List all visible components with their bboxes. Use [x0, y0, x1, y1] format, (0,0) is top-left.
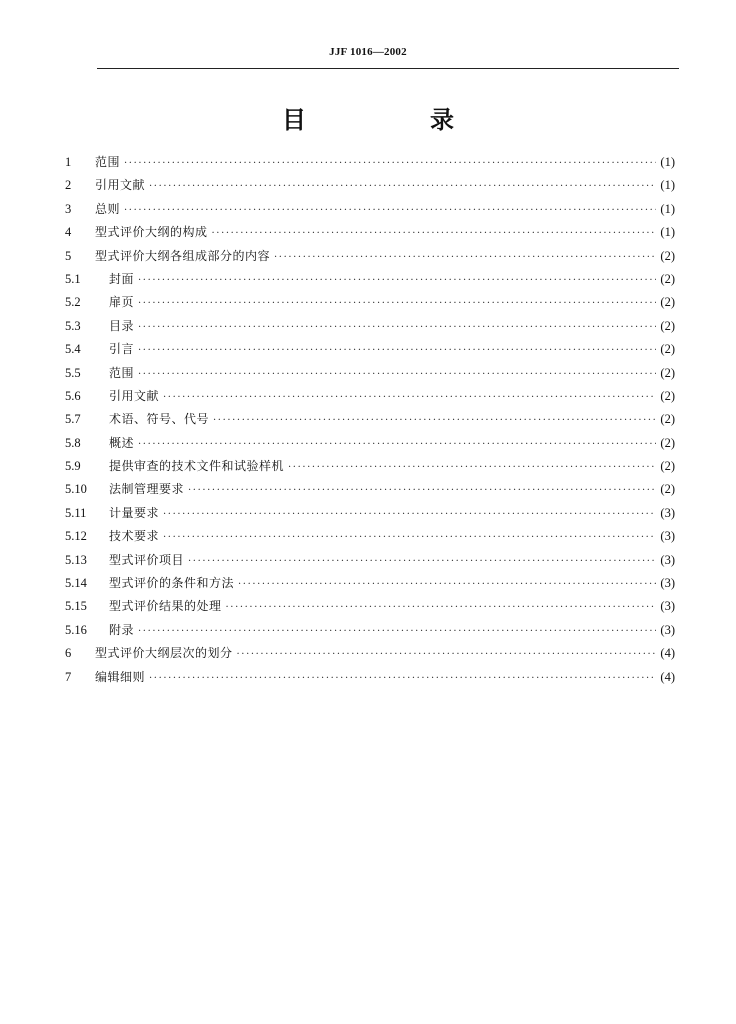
toc-entry[interactable] — [65, 408, 675, 431]
toc-dot-leader — [274, 246, 656, 269]
toc-entry-page: (4) — [660, 669, 675, 684]
toc-entry[interactable] — [65, 362, 675, 385]
toc-dot-leader — [212, 222, 657, 245]
toc-entry-label: 封面 — [109, 271, 135, 286]
toc-entry[interactable] — [65, 666, 675, 689]
toc-entry-label: 引用文献 — [95, 178, 146, 193]
toc-entry-number: 5.13 — [65, 552, 87, 567]
toc-entry-page: (3) — [660, 529, 675, 544]
toc-entry[interactable] — [65, 198, 675, 221]
toc-entry[interactable] — [65, 642, 675, 665]
toc-entry-page: (3) — [660, 576, 675, 591]
toc-entry-page: (1) — [660, 201, 675, 216]
toc-dot-leader — [237, 643, 657, 666]
toc-entry-page: (2) — [660, 435, 675, 450]
toc-dot-leader — [163, 386, 656, 409]
toc-entry[interactable] — [65, 595, 675, 618]
toc-entry-number: 5.1 — [65, 271, 81, 286]
toc-entry-number: 5.14 — [65, 576, 87, 591]
toc-entry-number: 7 — [65, 669, 72, 684]
toc-dot-leader — [138, 269, 656, 292]
toc-entry[interactable] — [65, 502, 675, 525]
toc-dot-leader — [124, 152, 656, 175]
toc-entry[interactable] — [65, 315, 675, 338]
toc-entry-page: (3) — [660, 599, 675, 614]
toc-entry-label: 计量要求 — [109, 505, 160, 520]
toc-dot-leader — [149, 175, 656, 198]
toc-entry[interactable] — [65, 291, 675, 314]
toc-entry-label: 型式评价大纲层次的划分 — [95, 646, 233, 661]
toc-dot-leader — [138, 292, 656, 315]
toc-entry-label: 型式评价的条件和方法 — [109, 576, 235, 591]
toc-entry-label: 范围 — [95, 155, 121, 169]
toc-dot-leader — [124, 199, 656, 222]
toc-entry[interactable] — [65, 245, 675, 268]
toc-entry-number: 3 — [65, 201, 72, 216]
toc-entry-number: 5.7 — [65, 412, 81, 427]
toc-entry-page: (2) — [660, 248, 675, 263]
toc-entry-label: 概述 — [109, 435, 135, 450]
toc-entry-number: 5.6 — [65, 388, 81, 403]
toc-entry[interactable] — [65, 549, 675, 572]
toc-entry-page: (4) — [660, 646, 675, 661]
toc-entry-label: 范围 — [109, 365, 135, 380]
toc-entry-label: 编辑细则 — [95, 669, 146, 684]
toc-entry-page: (2) — [660, 295, 675, 310]
toc-entry-page: (2) — [660, 342, 675, 357]
toc-entry[interactable] — [65, 478, 675, 501]
toc-entry-label: 型式评价大纲的构成 — [95, 225, 208, 240]
toc-dot-leader — [163, 526, 656, 549]
document-code-header: JJF 1016—2002 — [329, 46, 407, 58]
toc-entry-label: 扉页 — [109, 295, 135, 310]
toc-entry-label: 型式评价项目 — [109, 552, 185, 567]
toc-entry-label: 提供审查的技术文件和试验样机 — [109, 459, 285, 474]
toc-dot-leader — [213, 409, 656, 432]
toc-entry-number: 6 — [65, 646, 72, 661]
toc-entry-number: 5.3 — [65, 318, 81, 333]
toc-entry-page: (3) — [660, 622, 675, 637]
toc-entry-label: 引言 — [109, 342, 135, 357]
toc-entry[interactable] — [65, 268, 675, 291]
toc-entry-number: 5.8 — [65, 435, 81, 450]
toc-dot-leader — [238, 573, 656, 596]
toc-entry-number: 5.2 — [65, 295, 81, 310]
table-of-contents — [65, 151, 675, 689]
toc-title: 目 录 — [282, 106, 504, 134]
toc-entry-number: 5 — [65, 248, 72, 263]
toc-entry-page: (2) — [660, 318, 675, 333]
toc-entry-number: 1 — [65, 155, 72, 169]
toc-entry-label: 法制管理要求 — [109, 482, 185, 497]
toc-entry-page: (1) — [660, 155, 675, 169]
toc-entry-number: 5.5 — [65, 365, 81, 380]
toc-dot-leader — [188, 479, 656, 502]
toc-entry-number: 5.12 — [65, 529, 87, 544]
toc-entry-page: (2) — [660, 365, 675, 380]
toc-entry-page: (3) — [660, 505, 675, 520]
toc-entry[interactable] — [65, 338, 675, 361]
toc-entry-label: 型式评价大纲各组成部分的内容 — [95, 248, 271, 263]
toc-entry-number: 2 — [65, 178, 72, 193]
toc-dot-leader — [288, 456, 656, 479]
toc-entry[interactable] — [65, 221, 675, 244]
toc-entry-page: (3) — [660, 552, 675, 567]
toc-dot-leader — [138, 363, 656, 386]
toc-entry-number: 5.10 — [65, 482, 87, 497]
toc-entry-label: 术语、符号、代号 — [109, 412, 210, 427]
header-divider — [97, 68, 679, 69]
toc-entry-page: (1) — [660, 178, 675, 193]
toc-dot-leader — [138, 339, 656, 362]
toc-entry-label: 附录 — [109, 622, 135, 637]
toc-entry[interactable] — [65, 455, 675, 478]
toc-entry[interactable] — [65, 151, 675, 174]
toc-entry-page: (2) — [660, 271, 675, 286]
toc-entry-number: 5.11 — [65, 505, 87, 520]
toc-dot-leader — [149, 667, 656, 690]
toc-entry-label: 目录 — [109, 318, 135, 333]
toc-dot-leader — [163, 503, 656, 526]
toc-entry-page: (2) — [660, 482, 675, 497]
toc-entry[interactable] — [65, 432, 675, 455]
toc-dot-leader — [188, 550, 656, 573]
toc-entry-page: (2) — [660, 412, 675, 427]
toc-entry-number: 5.15 — [65, 599, 87, 614]
toc-entry-number: 5.16 — [65, 622, 87, 637]
toc-entry-number: 4 — [65, 225, 72, 240]
toc-dot-leader — [138, 620, 656, 643]
toc-dot-leader — [138, 316, 656, 339]
toc-entry-number: 5.4 — [65, 342, 81, 357]
toc-entry-label: 技术要求 — [109, 529, 160, 544]
toc-entry[interactable] — [65, 572, 675, 595]
toc-entry-page: (2) — [660, 459, 675, 474]
toc-entry-number: 5.9 — [65, 459, 81, 474]
toc-entry-page: (1) — [660, 225, 675, 240]
toc-entry[interactable] — [65, 619, 675, 642]
toc-entry-page: (2) — [660, 388, 675, 403]
toc-entry[interactable] — [65, 174, 675, 197]
toc-entry-label: 总则 — [95, 201, 121, 216]
toc-entry-label: 引用文献 — [109, 388, 160, 403]
toc-entry-label: 型式评价结果的处理 — [109, 599, 222, 614]
toc-entry[interactable] — [65, 385, 675, 408]
toc-entry[interactable] — [65, 525, 675, 548]
toc-dot-leader — [226, 596, 657, 619]
toc-dot-leader — [138, 433, 656, 456]
